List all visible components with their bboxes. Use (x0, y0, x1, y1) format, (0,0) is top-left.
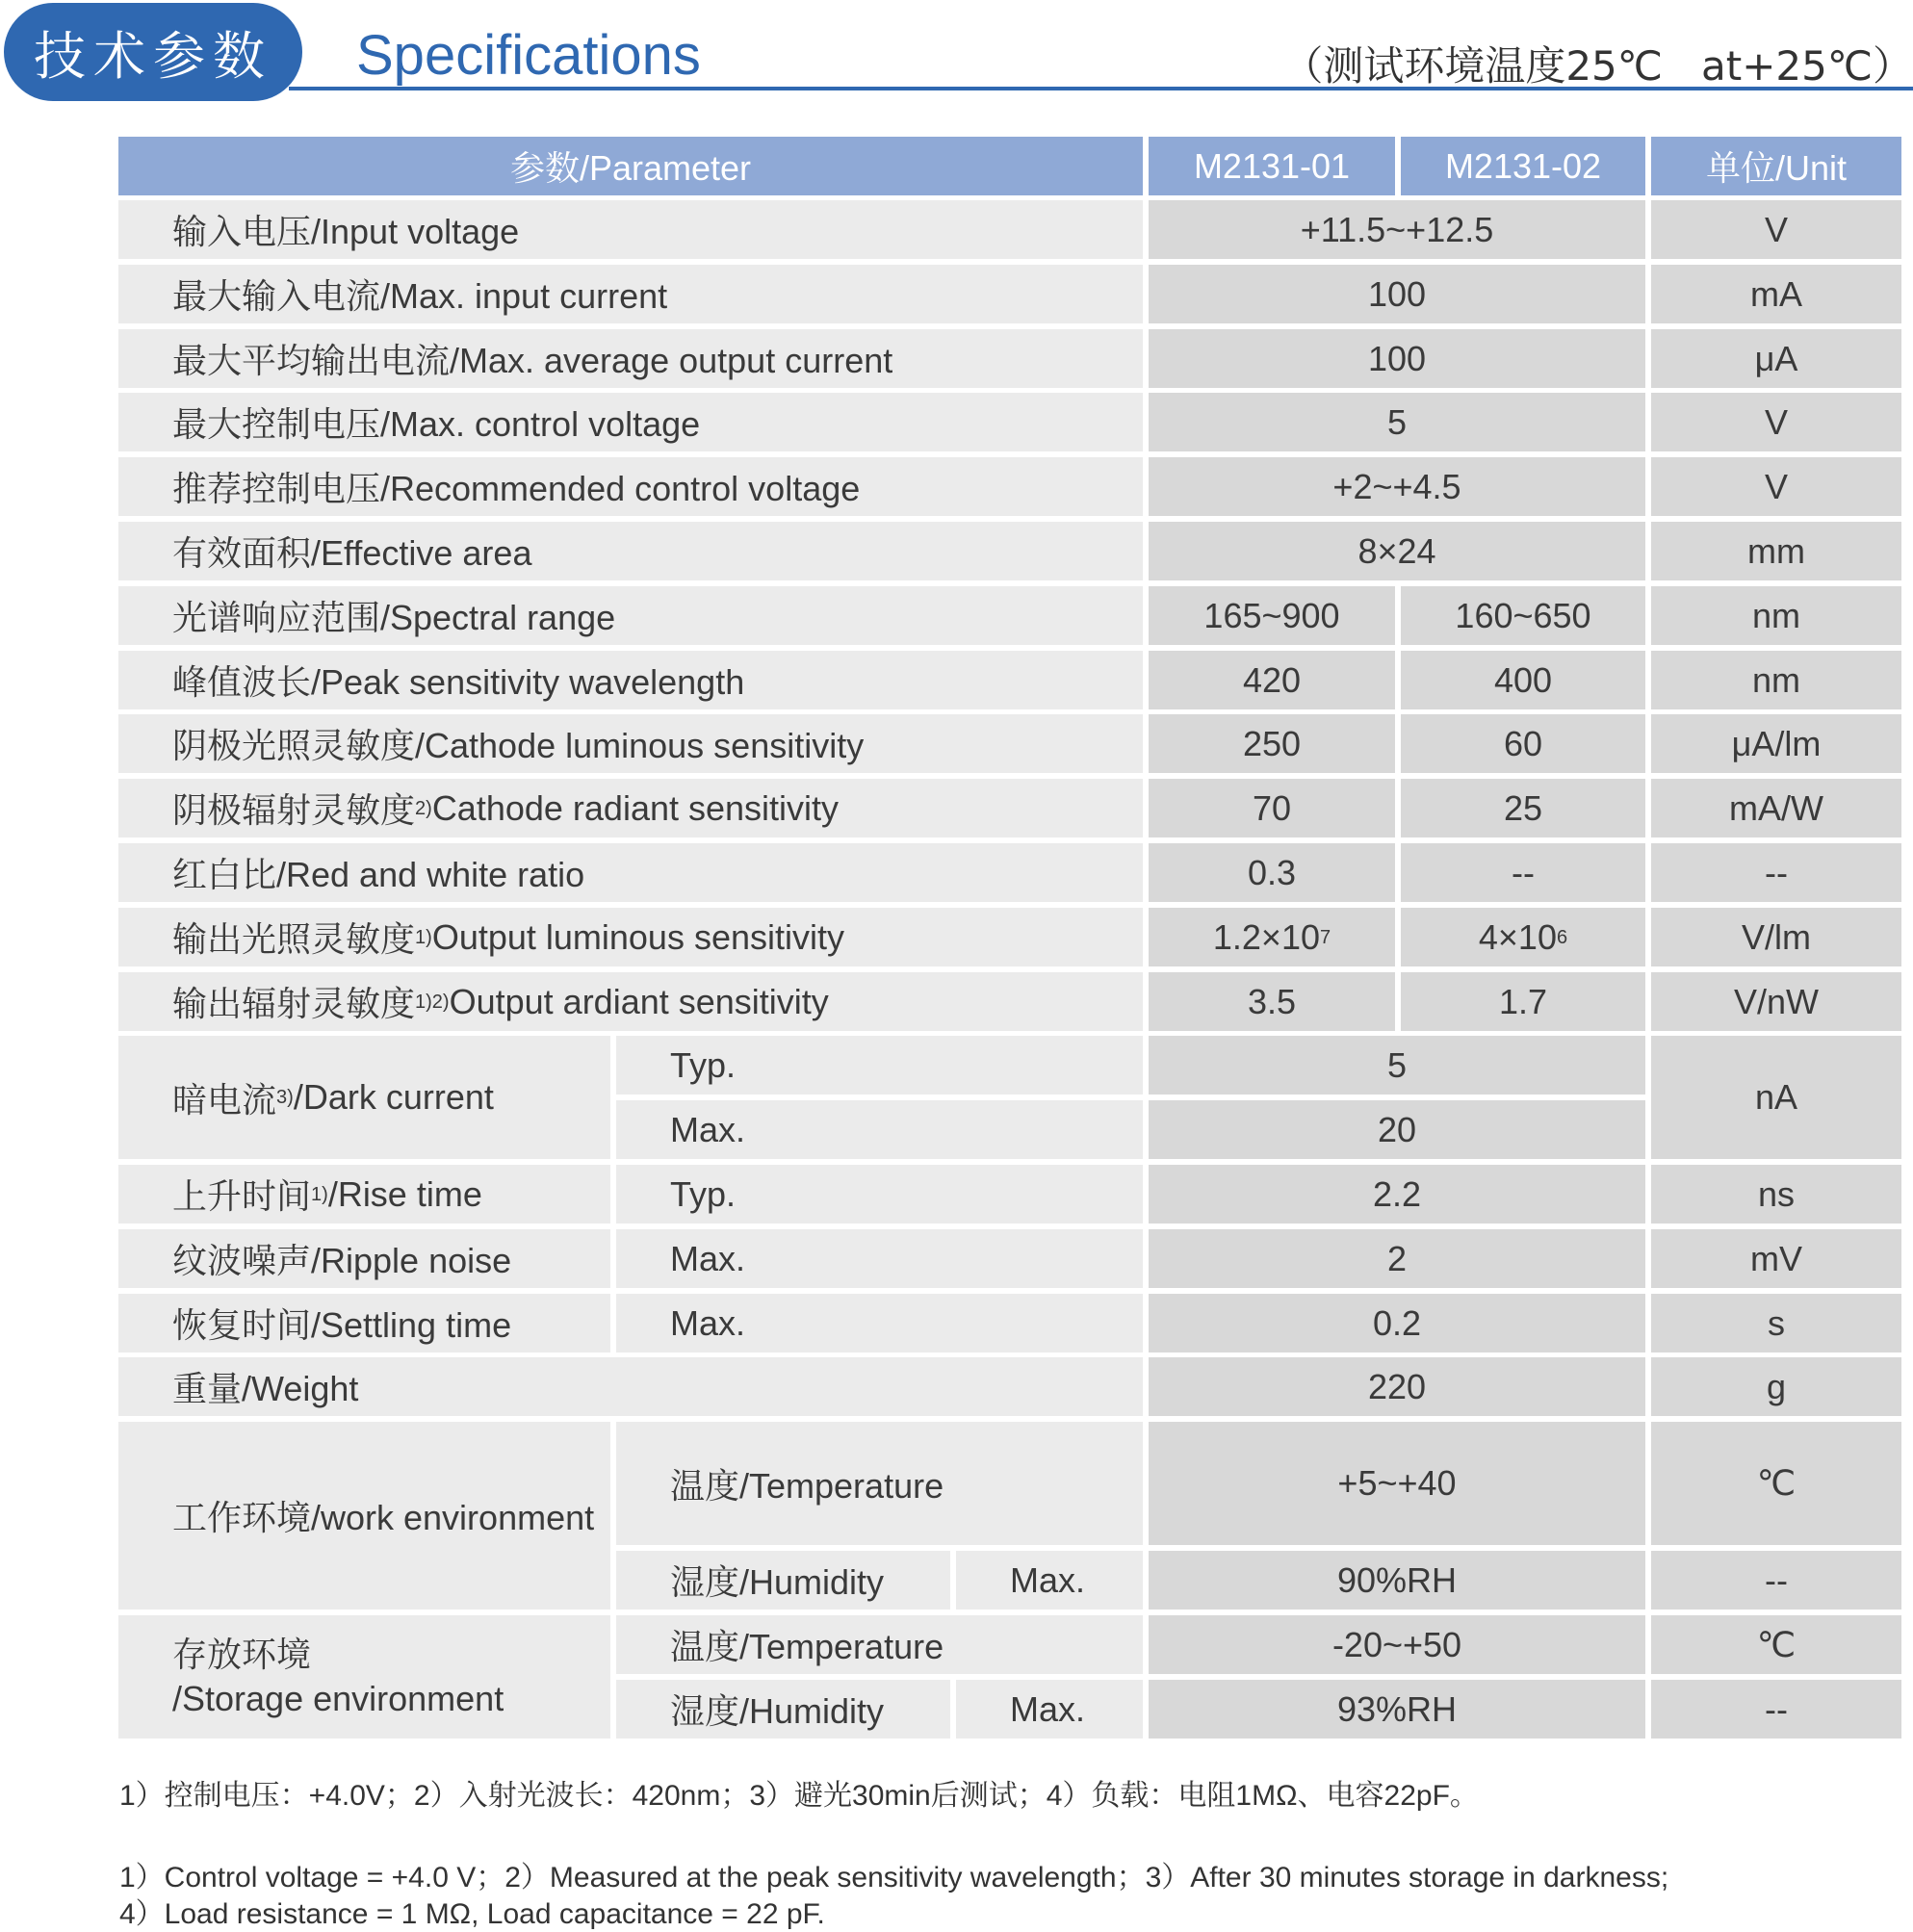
value-text: 1.2×10 (1212, 916, 1320, 957)
row-value (1149, 265, 1645, 323)
work-humidity-label-text: 湿度/Humidity (670, 1562, 885, 1602)
value-text: 165~900 (1203, 595, 1340, 635)
dark-current-en: /Dark current (293, 1077, 494, 1117)
row-label (118, 265, 1143, 323)
row-value-model-01 (1149, 972, 1395, 1031)
work-humidity-unit-text: -- (1765, 1559, 1788, 1600)
ripple-unit-text: mV (1750, 1238, 1802, 1278)
ripple-value (1149, 1229, 1645, 1288)
work-humidity-unit (1651, 1551, 1901, 1610)
row-unit-text: V (1764, 466, 1788, 506)
dark-current-unit-text: nA (1754, 1077, 1798, 1117)
header-parameter (118, 137, 1143, 195)
row-label-cn: 推荐控制电压/Recommended control voltage (172, 469, 861, 508)
row-value-model-01 (1149, 843, 1395, 902)
storage-humidity-condition-text: Max. (1010, 1688, 1086, 1729)
storage-humidity-unit-text: -- (1765, 1688, 1788, 1729)
row-label-en: Cathode radiant sensitivity (431, 787, 840, 828)
work-environment-label-text: 工作环境/work environment (172, 1498, 595, 1537)
row-unit-text: mm (1747, 530, 1805, 571)
row-unit-text: mA (1750, 273, 1802, 314)
row-value (1149, 522, 1645, 580)
storage-temp-unit-text: ℃ (1756, 1624, 1797, 1664)
row-unit (1651, 329, 1901, 388)
row-unit (1651, 522, 1901, 580)
rise-condition (616, 1165, 1143, 1224)
row-label-cn: 红白比/Red and white ratio (172, 855, 585, 894)
row-label: 输出辐射灵敏度 1)2) Output ardiant sensitivity (118, 972, 1143, 1031)
row-label-en: Output ardiant sensitivity (449, 981, 829, 1021)
storage-label-lines (172, 1633, 504, 1721)
dark-current-typ-value (1149, 1036, 1645, 1095)
row-value-model-02 (1401, 586, 1645, 645)
weight-value (1149, 1357, 1645, 1416)
dark-current-max-value (1149, 1100, 1645, 1159)
row-value-model-01: 1.2×10 7 (1149, 908, 1395, 966)
row-value-model-01 (1149, 586, 1395, 645)
storage-humidity-condition (956, 1680, 1143, 1739)
work-temp-value (1149, 1422, 1645, 1545)
value-text: 420 (1242, 659, 1302, 700)
rise-unit (1651, 1165, 1901, 1224)
value-text: 1.7 (1498, 981, 1548, 1021)
work-humidity-value (1149, 1551, 1645, 1610)
weight-unit (1651, 1357, 1901, 1416)
row-label (118, 329, 1143, 388)
row-value-model-02 (1401, 651, 1645, 709)
settling-label-cn: 恢复时间/Settling time (172, 1305, 512, 1345)
row-label-cn: 阴极辐射灵敏度 (172, 790, 416, 830)
row-label-cn: 输入电压/Input voltage (172, 212, 520, 251)
row-label (118, 200, 1143, 259)
settling-value (1149, 1294, 1645, 1352)
dark-current-unit (1651, 1036, 1901, 1159)
settling-condition-text: Max. (670, 1302, 746, 1343)
row-label (118, 457, 1143, 516)
dark-current-label: 暗电流 3) /Dark current (118, 1036, 610, 1159)
work-temp-unit-text: ℃ (1756, 1463, 1797, 1503)
row-unit-text: μA/lm (1731, 723, 1822, 763)
row-label (118, 393, 1143, 451)
work-environment-label (118, 1422, 610, 1610)
rise-condition-text: Typ. (670, 1173, 737, 1214)
settling-value-text: 0.2 (1372, 1302, 1422, 1343)
row-value-model-02: 4×10 6 (1401, 908, 1645, 966)
weight-label-text: 重量/Weight (172, 1369, 359, 1408)
row-value-model-02 (1401, 714, 1645, 773)
row-unit-text: nm (1751, 595, 1800, 635)
row-value (1149, 329, 1645, 388)
storage-temp-value (1149, 1615, 1645, 1674)
row-unit (1651, 908, 1901, 966)
header-unit-text: 单位/Unit (1705, 148, 1848, 188)
storage-humidity-label-text: 湿度/Humidity (670, 1691, 885, 1731)
weight-value-text: 220 (1367, 1366, 1427, 1406)
ripple-condition (616, 1229, 1143, 1288)
row-label (118, 714, 1143, 773)
work-humidity-condition-text: Max. (1010, 1559, 1086, 1600)
work-humidity-label (616, 1551, 950, 1610)
page-title: Specifications (356, 24, 701, 87)
row-value-text: 8×24 (1357, 530, 1436, 571)
row-label-en: Output luminous sensitivity (431, 916, 844, 957)
row-value-model-01 (1149, 714, 1395, 773)
row-value-text: 100 (1367, 273, 1427, 314)
row-label-cn: 峰值波长/Peak sensitivity wavelength (172, 662, 745, 702)
row-value-text: 100 (1367, 338, 1427, 378)
row-value-model-02 (1401, 972, 1645, 1031)
dark-current-typ-value-text: 5 (1386, 1044, 1408, 1085)
value-text: 160~650 (1455, 595, 1591, 635)
row-value (1149, 200, 1645, 259)
dark-current-cn: 暗电流 (172, 1079, 277, 1120)
row-unit (1651, 586, 1901, 645)
test-condition: （测试环境温度25℃ at+25℃） (1282, 42, 1913, 90)
row-unit-text: V/lm (1742, 916, 1811, 957)
storage-label-en: /Storage environment (172, 1679, 504, 1718)
row-unit-text: V/nW (1733, 981, 1819, 1021)
settling-unit-text: s (1768, 1302, 1785, 1343)
dark-current-typ-text: Typ. (670, 1044, 737, 1085)
row-unit (1651, 393, 1901, 451)
value-text: 25 (1503, 787, 1543, 828)
row-label-cn: 最大输入电流/Max. input current (172, 276, 668, 316)
header-unit (1651, 137, 1901, 195)
rise-value (1149, 1165, 1645, 1224)
row-value (1149, 393, 1645, 451)
storage-humidity-label (616, 1680, 950, 1739)
row-label (118, 651, 1143, 709)
storage-temp-value-text: -20~+50 (1331, 1624, 1462, 1664)
row-value-model-02 (1401, 779, 1645, 837)
value-text: 250 (1242, 723, 1302, 763)
value-text: 70 (1252, 787, 1292, 828)
row-label (118, 586, 1143, 645)
value-text: 0.3 (1247, 852, 1297, 892)
rise-label: 上升时间 1) /Rise time (118, 1165, 610, 1224)
rise-unit-text: ns (1757, 1173, 1796, 1214)
row-value-model-02 (1401, 843, 1645, 902)
work-temp-value-text: +5~+40 (1337, 1463, 1457, 1503)
row-unit (1651, 200, 1901, 259)
row-unit (1651, 714, 1901, 773)
header-model-01 (1149, 137, 1395, 195)
settling-unit (1651, 1294, 1901, 1352)
footnote-cn: 1）控制电压：+4.0V；2）入射光波长：420nm；3）避光30min后测试；4）负载：电阻1MΩ、电容22pF。 (119, 1780, 1479, 1812)
ripple-unit (1651, 1229, 1901, 1288)
row-unit (1651, 972, 1901, 1031)
dark-current-typ (616, 1036, 1143, 1095)
value-text: 400 (1493, 659, 1553, 700)
storage-temp-unit (1651, 1615, 1901, 1674)
row-value-model-01 (1149, 779, 1395, 837)
row-label-cn: 光谱响应范围/Spectral range (172, 598, 616, 637)
row-unit (1651, 779, 1901, 837)
rise-label-cn: 上升时间 (172, 1176, 312, 1216)
ripple-condition-text: Max. (670, 1238, 746, 1278)
rise-value-text: 2.2 (1372, 1173, 1422, 1214)
storage-temp-label (616, 1615, 1143, 1674)
row-label-cn: 阴极光照灵敏度/Cathode luminous sensitivity (172, 726, 865, 765)
row-label: 阴极辐射灵敏度 2) Cathode radiant sensitivity (118, 779, 1143, 837)
row-value (1149, 457, 1645, 516)
row-unit-text: mA/W (1729, 787, 1823, 828)
work-temp-label-text: 温度/Temperature (670, 1465, 944, 1506)
dark-current-max-text: Max. (670, 1109, 746, 1149)
dark-current-max-value-text: 20 (1377, 1109, 1417, 1149)
row-label-cn: 输出光照灵敏度 (172, 919, 416, 959)
row-unit (1651, 843, 1901, 902)
weight-label (118, 1357, 1143, 1416)
footnote-en-line1: 1）Control voltage = +4.0 V；2）Measured at the peak sensitivity wavelength；3）After 30 minutes storage in darkness; (119, 1862, 1669, 1893)
value-text: -- (1512, 852, 1535, 892)
settling-condition (616, 1294, 1143, 1352)
header-model-02-text: M2131-02 (1444, 145, 1602, 186)
ripple-label-cn: 纹波噪声/Ripple noise (172, 1241, 512, 1280)
work-temp-label (616, 1422, 1143, 1545)
storage-environment-label (118, 1615, 610, 1739)
value-text: 3.5 (1247, 981, 1297, 1021)
row-unit-text: nm (1751, 659, 1800, 700)
row-label-cn: 输出辐射灵敏度 (172, 984, 416, 1023)
row-value-text: 5 (1386, 401, 1408, 442)
header-model-01-text: M2131-01 (1193, 145, 1351, 186)
settling-label (118, 1294, 610, 1352)
row-unit-text: V (1764, 209, 1788, 249)
row-unit (1651, 651, 1901, 709)
value-text: 4×10 (1478, 916, 1557, 957)
section-badge: 技术参数 (4, 3, 302, 101)
row-label (118, 843, 1143, 902)
storage-label-cn: 存放环境 (172, 1635, 312, 1674)
row-label (118, 522, 1143, 580)
row-value-model-01 (1149, 651, 1395, 709)
row-unit (1651, 457, 1901, 516)
value-text: 60 (1503, 723, 1543, 763)
row-unit-text: μA (1754, 338, 1798, 378)
header-model-02 (1401, 137, 1645, 195)
work-temp-unit (1651, 1422, 1901, 1545)
footnote-en-line2: 4）Load resistance = 1 MΩ, Load capacitance = 22 pF. (119, 1898, 825, 1930)
work-humidity-condition (956, 1551, 1143, 1610)
row-label-cn: 最大平均输出电流/Max. average output current (172, 341, 893, 380)
ripple-label (118, 1229, 610, 1288)
storage-humidity-value-text: 93%RH (1336, 1688, 1458, 1729)
row-label-cn: 有效面积/Effective area (172, 533, 532, 573)
storage-humidity-value (1149, 1680, 1645, 1739)
header-parameter-text: 参数/Parameter (509, 148, 752, 188)
ripple-value-text: 2 (1386, 1238, 1408, 1278)
dark-current-max (616, 1100, 1143, 1159)
row-label-cn: 最大控制电压/Max. control voltage (172, 404, 701, 444)
rise-label-en: /Rise time (327, 1173, 482, 1214)
row-unit (1651, 265, 1901, 323)
row-unit-text: -- (1765, 852, 1788, 892)
row-unit-text: V (1764, 401, 1788, 442)
storage-temp-label-text: 温度/Temperature (670, 1627, 944, 1666)
work-humidity-value-text: 90%RH (1336, 1559, 1458, 1600)
row-value-text: +2~+4.5 (1332, 466, 1461, 506)
storage-humidity-unit (1651, 1680, 1901, 1739)
weight-unit-text: g (1766, 1366, 1787, 1406)
row-label: 输出光照灵敏度 1) Output luminous sensitivity (118, 908, 1143, 966)
row-value-text: +11.5~+12.5 (1300, 209, 1494, 249)
